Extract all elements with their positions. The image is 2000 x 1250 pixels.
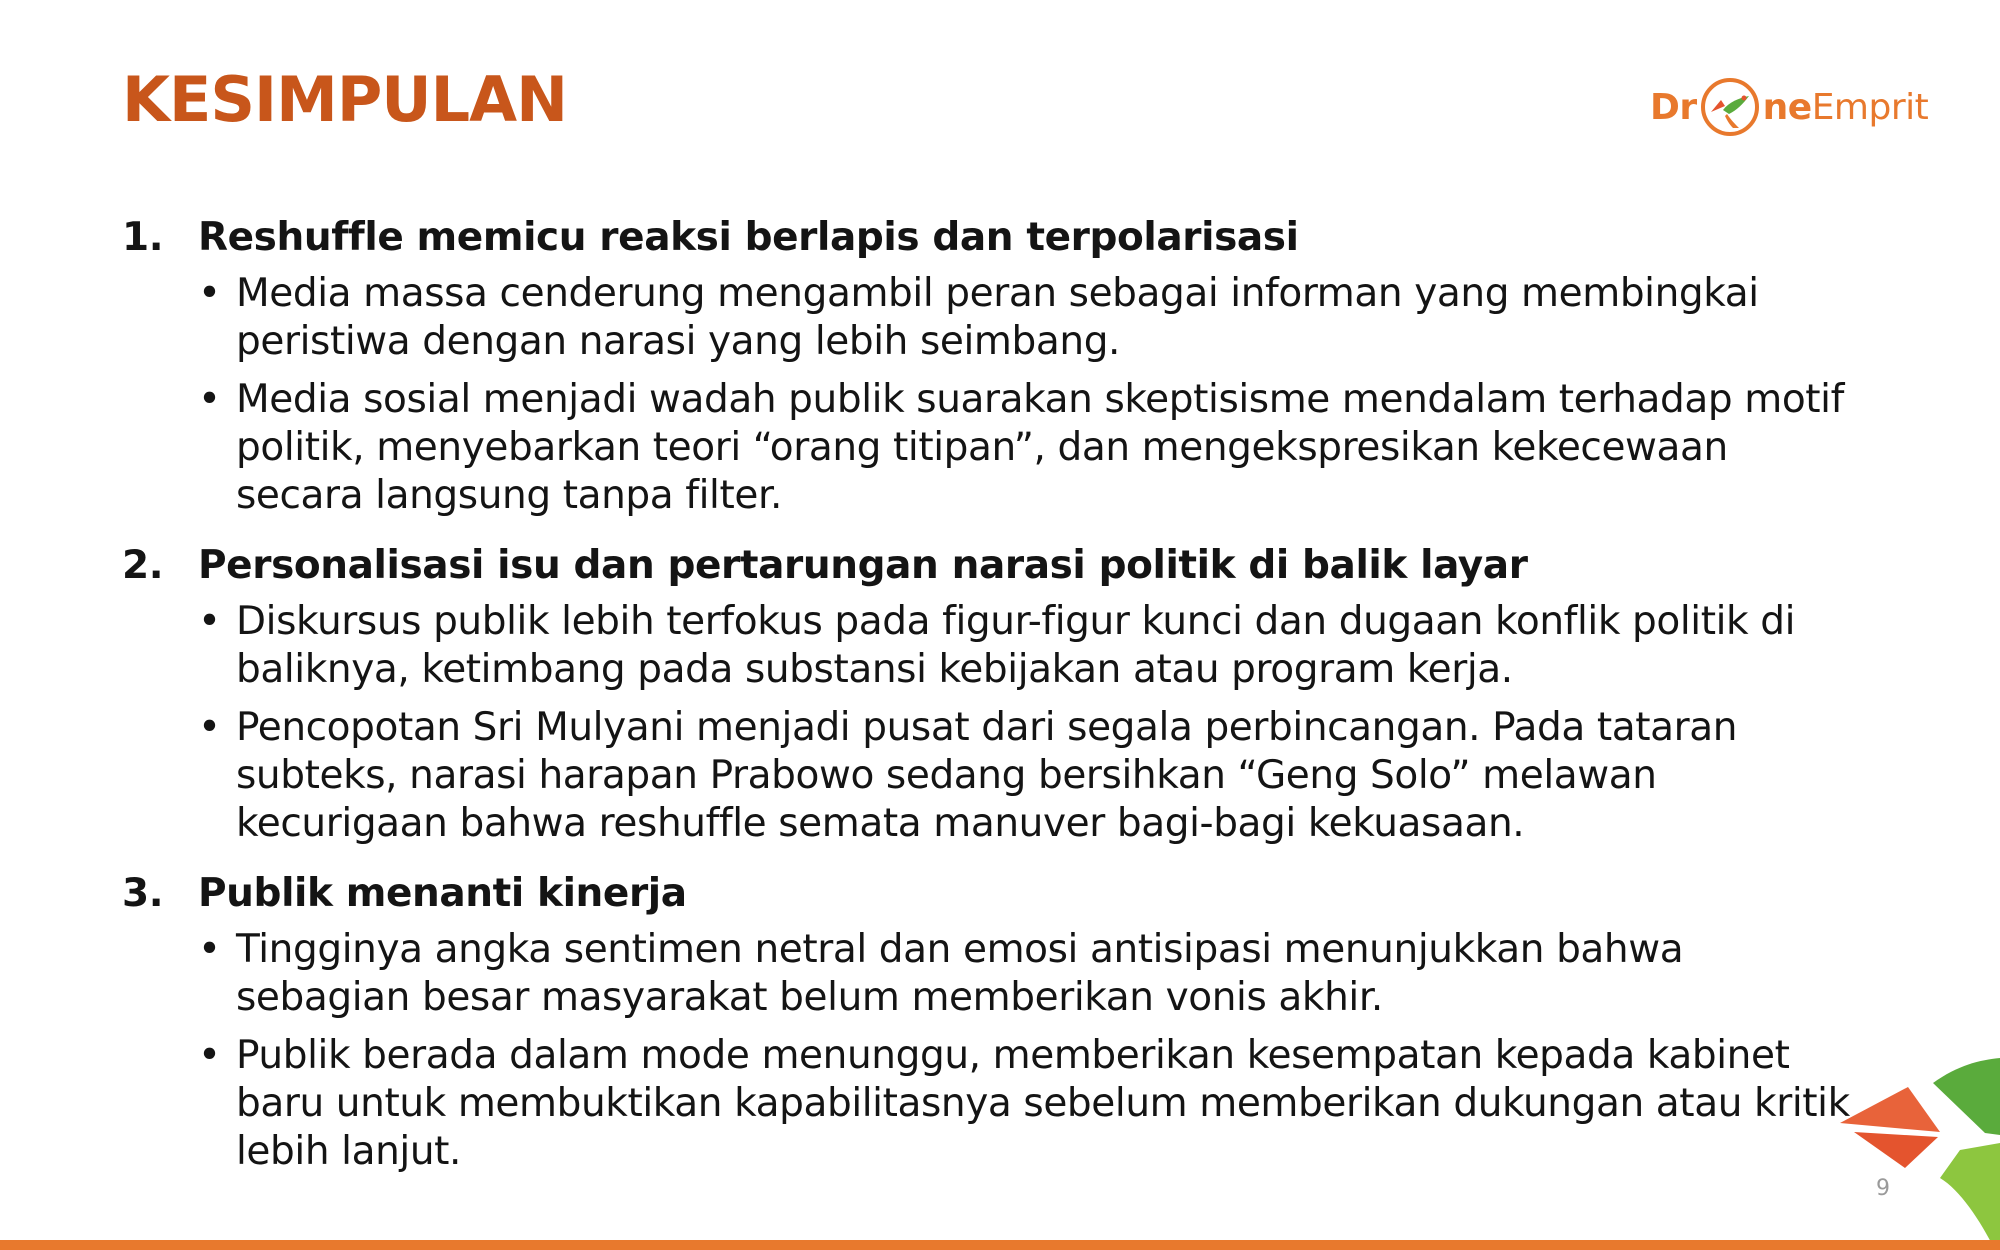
list-item — [198, 926, 1862, 1022]
conclusion-list — [122, 214, 1862, 1198]
point-number: 2. — [122, 543, 164, 588]
logo-text-dr: Dr — [1650, 86, 1697, 128]
point-heading: Reshuffle memicu reaksi berlapis dan terpolarisasi — [198, 215, 1299, 260]
bullet-text: Publik berada dalam mode menunggu, memberikan kesempatan kepada kabinet baru untuk membuktikan kapabilitasnya sebelum memberikan dukungan atau kritik lebih lanjut. — [236, 1033, 1850, 1174]
logo-text-ne: ne — [1762, 86, 1812, 128]
decorative-shards-icon — [1840, 1050, 2000, 1250]
bullet-icon: • — [198, 1033, 221, 1078]
list-item — [198, 270, 1862, 366]
conclusion-point-3 — [122, 870, 1862, 1176]
bullet-text: Media massa cenderung mengambil peran sebagai informan yang membingkai peristiwa dengan narasi yang lebih seimbang. — [236, 271, 1759, 364]
bullet-text: Diskursus publik lebih terfokus pada figur-figur kunci dan dugaan konflik politik di baliknya, ketimbang pada substansi kebijakan atau program kerja. — [236, 599, 1796, 692]
list-item — [198, 376, 1862, 520]
bullet-text: Pencopotan Sri Mulyani menjadi pusat dari segala perbincangan. Pada tataran subteks, narasi harapan Prabowo sedang bersihkan “Geng Solo” melawan kecurigaan bahwa reshuffle semata manuver bagi-bagi kekuasaan. — [236, 705, 1738, 846]
list-item — [198, 598, 1862, 694]
bullet-text: Media sosial menjadi wadah publik suarakan skeptisisme mendalam terhadap motif politik, menyebarkan teori “orang titipan”, dan mengekspresikan kekecewaan secara langsung tanpa filter. — [236, 377, 1844, 518]
point-number: 1. — [122, 215, 164, 260]
conclusion-point-1 — [122, 214, 1862, 520]
point-heading: Personalisasi isu dan pertarungan narasi politik di balik layar — [198, 543, 1528, 588]
bottom-accent-bar — [0, 1240, 2000, 1250]
bullet-icon: • — [198, 599, 221, 644]
list-item — [198, 1032, 1862, 1176]
bullet-icon: • — [198, 927, 221, 972]
list-item — [198, 704, 1862, 848]
bullet-text: Tingginya angka sentimen netral dan emosi antisipasi menunjukkan bahwa sebagian besar masyarakat belum memberikan vonis akhir. — [236, 927, 1684, 1020]
page-number: 9 — [1876, 1176, 1890, 1201]
bullet-icon: • — [198, 705, 221, 750]
drone-emprit-logo — [1650, 72, 1928, 142]
conclusion-point-2 — [122, 542, 1862, 848]
logo-text-emprit: Emprit — [1811, 86, 1929, 128]
point-heading: Publik menanti kinerja — [198, 871, 687, 916]
page-title: KESIMPULAN — [122, 63, 567, 136]
bird-circle-icon — [1699, 76, 1761, 138]
bullet-icon: • — [198, 377, 221, 422]
bullet-icon: • — [198, 271, 221, 316]
point-number: 3. — [122, 871, 164, 916]
